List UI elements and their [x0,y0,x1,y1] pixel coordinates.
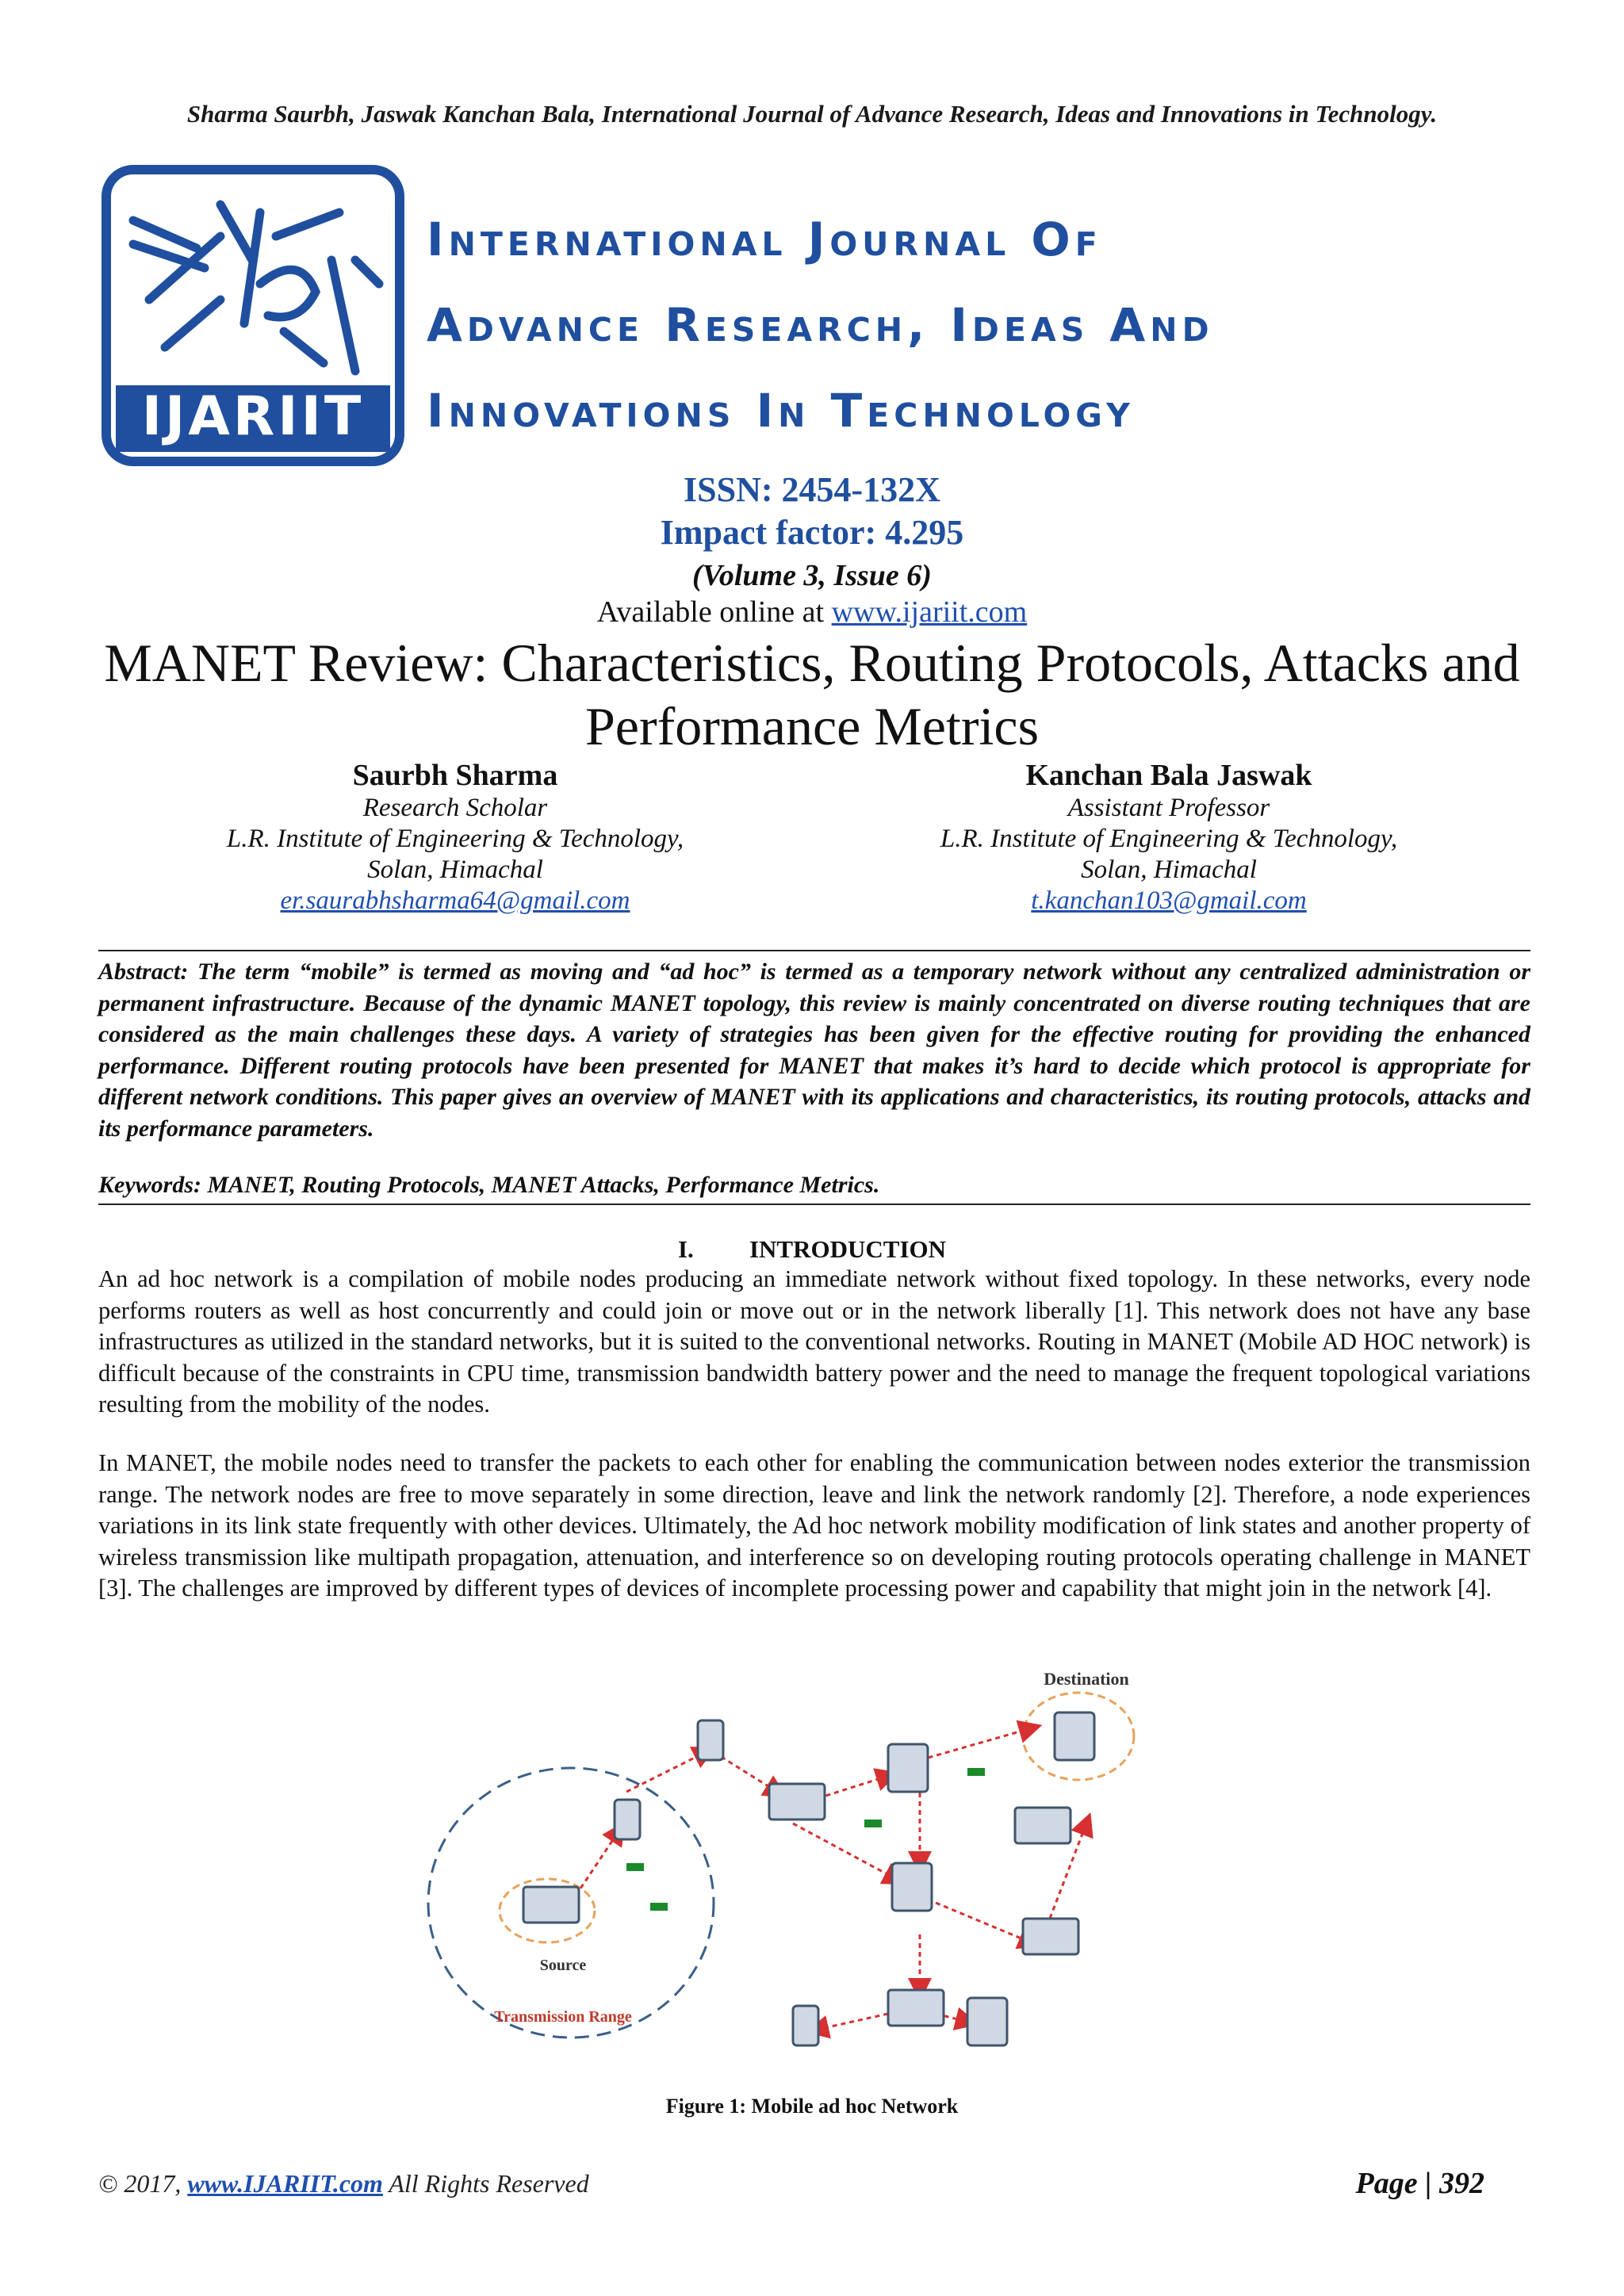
label-destination: Destination [1044,1669,1129,1689]
copyright-suffix: All Rights Reserved [382,2169,589,2198]
author-email-link[interactable]: er.saurabhsharma64@gmail.com [280,886,630,915]
running-head: Sharma Saurbh, Jaswak Kanchan Bala, International Journal of Advance Research, Ideas and Innovations in Technology. [186,100,1438,128]
abstract: Abstract: The term “mobile” is termed as moving and “ad hoc” is termed as a temporary network without any centralized administration or permanent infrastructure. Because of the dynamic MANET topology, this review is mainly concentrated on diverse routing techniques that are considered as the main challenges these days. A variety of strategies has been given for the effective routing for providing the enhanced performance. Different routing protocols have been presented for MANET that makes it’s hard to decide which protocol is appropriate for different network conditions. This paper gives an overview of MANET with its applications and characteristics, its routing protocols, attacks and its performance parameters. [98,959,1530,1142]
author-role: Assistant Professor [1067,794,1270,822]
label-source: Source [539,1957,587,1974]
journal-name-line2: Advance Research, Ideas And [427,298,1214,352]
laptop-node [888,1990,944,2026]
impact-factor: Impact factor: 4.295 [660,513,964,552]
phone-node [615,1800,640,1839]
abstract-top-rule [98,950,1530,951]
intro-paragraph-2: In MANET, the mobile nodes need to transfer the packets to each other for enabling the communication between nodes exterior the transmission range. The network nodes are free to move separately in some direction, leave and link the network randomly [2]. Therefore, a node experiences variations in its link state frequently with other devices. Ultimately, the Ad hoc network mobility modification of link states and another property of wireless transmission like multipath propagation, attenuation, and interference so on developing routing protocols operating challenge in MANET [3]. The challenges are improved by different types of devices of incomplete processing power and capability that might join in the network [4]. [98,1449,1530,1601]
author-location: Solan, Himachal [1081,855,1257,884]
section-heading [0,1235,1624,1264]
figure-caption: Figure 1: Mobile ad hoc Network [665,2095,959,2118]
pda-node [892,1863,932,1911]
intro-paragraph-1: An ad hoc network is a compilation of mobile nodes producing an immediate network without fixed topology. In these networks, every node performs routers as well as host concurrently and could join or move out or in the network liberally [1]. This network does not have any base infrastructures as utilized in the standard networks, but it is suited to the conventional networks. Routing in MANET (Mobile AD HOC network) is difficult because of the constraints in CPU time, transmission bandwidth battery power and the need to manage the frequent topological variations resulting from the mobility of the nodes. [98,1265,1530,1418]
source-laptop [523,1887,579,1923]
keywords: Keywords: MANET, Routing Protocols, MANET Attacks, Performance Metrics. [98,1172,880,1198]
laptop-node [769,1784,825,1820]
volume-issue: (Volume 3, Issue 6) [692,559,932,592]
author-name: Kanchan Bala Jaswak [1025,759,1312,792]
network-links [571,1728,1086,2030]
pda-node [888,1744,928,1792]
author-location: Solan, Himachal [367,855,543,884]
author-block-1 [98,758,812,916]
laptop-node [1015,1808,1071,1843]
author-institute: L.R. Institute of Engineering & Technology, [226,825,684,853]
paper-title: MANET Review: Characteristics, Routing Protocols, Attacks and Performance Metrics [104,633,1520,756]
keywords-bottom-rule [98,1203,1530,1205]
available-online-label: Available online at [596,595,832,629]
pda-node [967,1998,1007,2045]
journal-name-line1: International Journal Of [427,212,1102,266]
phone-node [793,2006,818,2045]
journal-name-line3: Innovations In Technology [427,384,1135,438]
available-online [0,595,1624,629]
label-transmission-range: Transmission Range [494,2008,632,2026]
author-name: Saurbh Sharma [352,759,558,792]
laptop-node [1023,1919,1078,1954]
author-institute: L.R. Institute of Engineering & Technology, [940,825,1398,853]
figure-manet-diagram [412,1665,1205,2061]
journal-website-link[interactable]: www.ijariit.com [831,595,1028,629]
footer-copyright [98,2169,589,2198]
page-number: Page | 392 [1355,2167,1484,2200]
footer-site-link[interactable]: www.IJARIIT.com [187,2169,383,2198]
copyright-prefix: © 2017, [98,2169,188,2198]
journal-logo [102,165,404,466]
author-email-link[interactable]: t.kanchan103@gmail.com [1031,886,1307,915]
author-role: Research Scholar [362,794,548,822]
section-number: I. [677,1235,694,1263]
phone-node [698,1720,723,1760]
issn: ISSN: 2454-132X [684,470,940,509]
author-block-2 [812,758,1526,916]
destination-pda [1055,1712,1094,1760]
section-title: INTRODUCTION [749,1235,947,1263]
logo-text: IJARIIT [141,385,365,448]
